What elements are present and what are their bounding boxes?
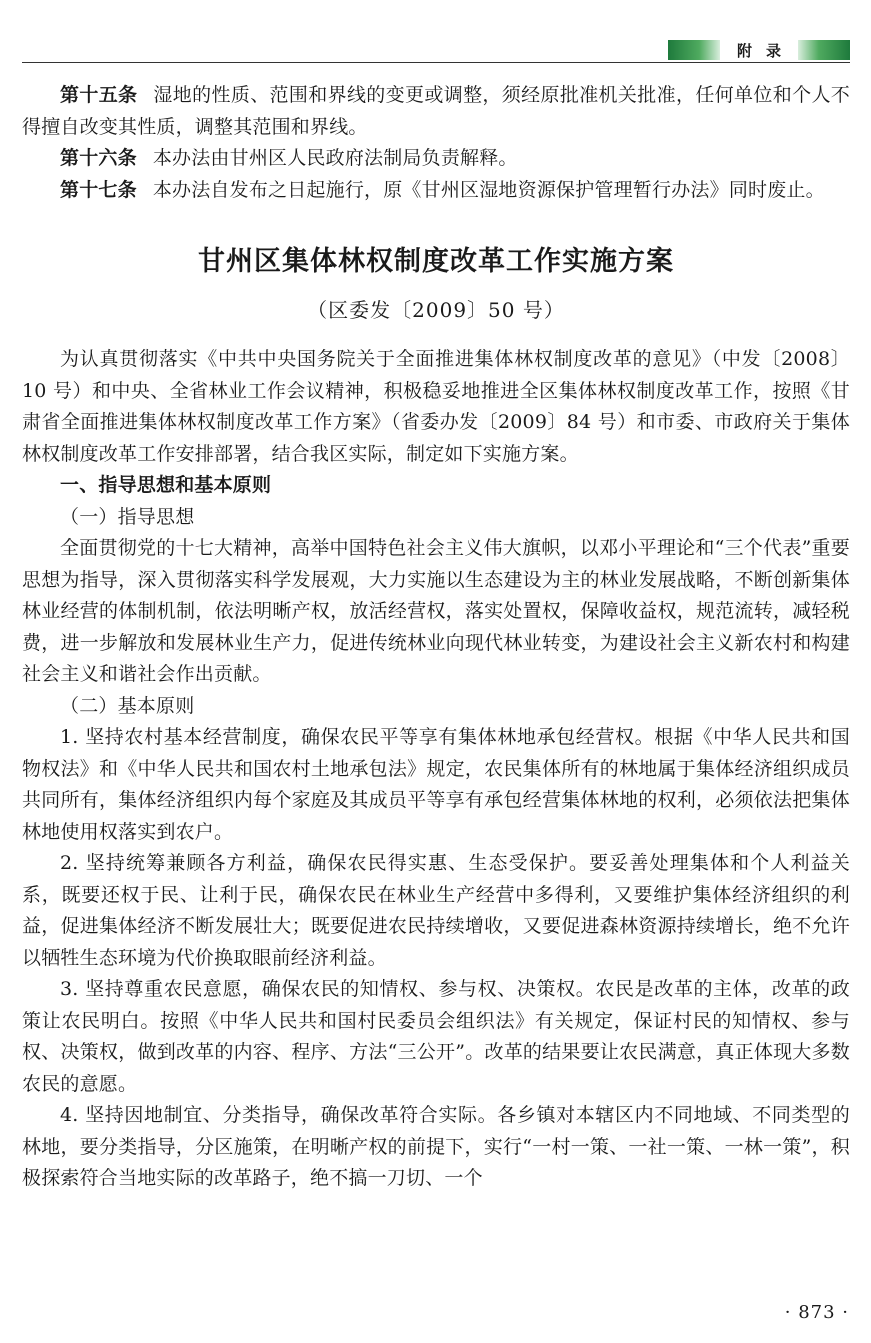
guiding-ideology-paragraph: 全面贯彻党的十七大精神，高举中国特色社会主义伟大旗帜，以邓小平理论和“三个代表”重要思想为指导，深入贯彻落实科学发展观，大力实施以生态建设为主的林业发展战略，不断创新集体林业经营的体制机制，依法明晰产权，放活经营权，落实处置权，保障收益权，规范流转，减轻税费，进一步解放和发展林业生产力，促进传统林业向现代林业转变，为建设社会主义新农村和构建社会主义和谐社会作出贡献。 xyxy=(22,537,850,685)
document-title: 甘州区集体林权制度改革工作实施方案 xyxy=(198,246,674,277)
section-heading: 一、指导思想和基本原则 xyxy=(60,474,272,496)
principle-paragraph: 3. 坚持尊重农民意愿，确保农民的知情权、参与权、决策权。农民是改革的主体，改革的政策让农民明白。按照《中华人民共和国村民委员会组织法》有关规定，保证村民的知情权、参与权、决策权，做到改革的内容、程序、方法“三公开”。改革的结果要让农民满意，真正体现大多数农民的意愿。 xyxy=(22,978,850,1095)
principle-paragraph: 2. 坚持统筹兼顾各方利益，确保农民得实惠、生态受保护。要妥善处理集体和个人利益关系，既要还权于民、让利于民，确保农民在林业生产经营中多得利，又要维护集体经济组织的利益，促进集体经济不断发展壮大；既要促进农民持续增收，又要促进森林资源持续增长，绝不允许以牺牲生态环境为代价换取眼前经济利益。 xyxy=(22,852,850,969)
article-text: 本办法由甘州区人民政府法制局负责解释。 xyxy=(152,147,518,169)
running-header xyxy=(668,40,850,60)
subsection-heading: （二）基本原则 xyxy=(60,694,195,717)
header-rule xyxy=(22,62,850,63)
article-text: 本办法自发布之日起施行，原《甘州区湿地资源保护管理暂行办法》同时废止。 xyxy=(152,178,825,201)
article-label: 第十七条 xyxy=(60,178,137,201)
article-15 xyxy=(22,80,850,143)
principle-paragraph: 4. 坚持因地制宜、分类指导，确保改革符合实际。各乡镇对本辖区内不同地域、不同类型的林地，要分类指导，分区施策，在明晰产权的前提下，实行“一村一策、一社一策、一林一策”，积极探索符合当地实际的改革路子，绝不搞一刀切、一个 xyxy=(22,1104,850,1189)
article-text: 湿地的性质、范围和界线的变更或调整，须经原批准机关批准，任何单位和个人不得擅自改变其性质，调整其范围和界线。 xyxy=(22,84,850,138)
article-label: 第十六条 xyxy=(60,147,137,169)
document-number: （区委发〔2009〕50 号） xyxy=(307,298,565,322)
article-17 xyxy=(22,175,850,207)
article-16 xyxy=(22,143,850,175)
principle-paragraph: 1. 坚持农村基本经营制度，确保农民平等享有集体林地承包经营权。根据《中华人民共和国物权法》和《中华人民共和国农村土地承包法》规定，农民集体所有的林地属于集体经济组织成员共同所有，集体经济组织内每个家庭及其成员平等享有承包经营集体林地的权利，必须依法把集体林地使用权落实到农户。 xyxy=(22,726,850,843)
article-label: 第十五条 xyxy=(60,84,138,106)
header-label-box xyxy=(720,40,798,60)
header-green-bar-right xyxy=(798,40,850,60)
header-section-label: 附录 xyxy=(736,41,795,60)
subsection-heading: （一）指导思想 xyxy=(60,505,195,528)
page-content xyxy=(22,80,850,1195)
header-green-bar-left xyxy=(668,40,720,60)
intro-paragraph: 为认真贯彻落实《中共中央国务院关于全面推进集体林权制度改革的意见》（中发〔2008〕10 号）和中央、全省林业工作会议精神，积极稳妥地推进全区集体林权制度改革工作，按照《甘肃省全面推进集体林权制度改革工作方案》（省委办发〔2009〕84 号）和市委、市政府关于集体林权制度改革工作安排部署，结合我区实际，制定如下实施方案。 xyxy=(22,348,850,465)
page-number: · 873 · xyxy=(784,1302,849,1323)
